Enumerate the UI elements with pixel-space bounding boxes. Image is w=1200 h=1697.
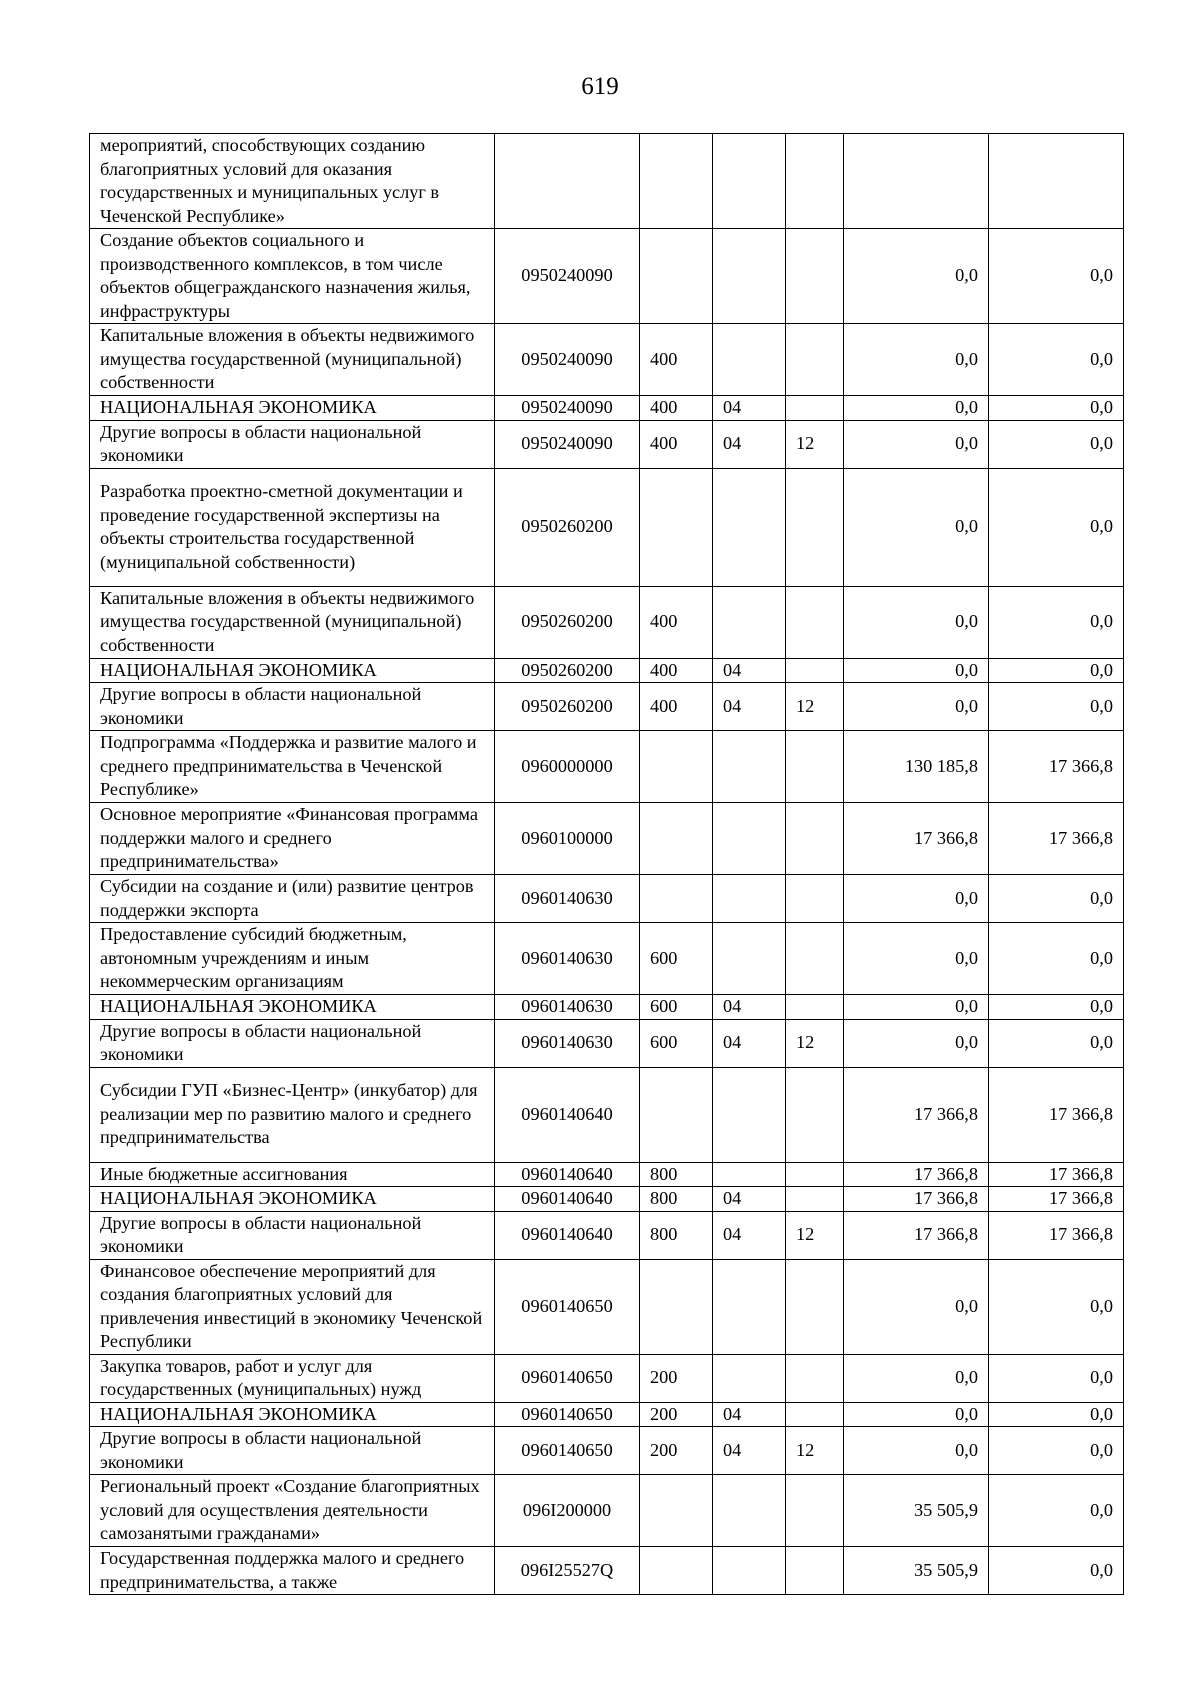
row-sum2-cell: 0,0 <box>989 468 1124 586</box>
row-sum2-cell: 0,0 <box>989 396 1124 421</box>
row-vr-cell: 400 <box>640 420 713 468</box>
row-pr-cell <box>786 1162 844 1187</box>
table-row <box>90 1187 1124 1212</box>
row-rz-cell <box>713 1475 786 1547</box>
row-rz-cell: 04 <box>713 1187 786 1212</box>
table-row <box>90 229 1124 324</box>
row-pr-cell <box>786 923 844 995</box>
row-csr-cell: 0960140630 <box>495 1019 640 1067</box>
table-row <box>90 875 1124 923</box>
row-vr-cell <box>640 875 713 923</box>
row-vr-cell <box>640 1475 713 1547</box>
row-sum2-cell: 17 366,8 <box>989 1067 1124 1162</box>
row-name-cell: Разработка проектно-сметной документации и проведение государственной экспертизы на объекты строительства государственной (муниципальной собственности) <box>90 468 495 586</box>
row-sum2-cell: 0,0 <box>989 1427 1124 1475</box>
row-rz-cell <box>713 324 786 396</box>
row-name-cell: НАЦИОНАЛЬНАЯ ЭКОНОМИКА <box>90 995 495 1020</box>
row-csr-cell: 0960140630 <box>495 995 640 1020</box>
row-vr-cell <box>640 1067 713 1162</box>
row-csr-cell: 0960140650 <box>495 1354 640 1402</box>
table-row <box>90 683 1124 731</box>
row-pr-cell: 12 <box>786 1427 844 1475</box>
row-pr-cell: 12 <box>786 1019 844 1067</box>
row-vr-cell: 400 <box>640 658 713 683</box>
row-sum2-cell: 0,0 <box>989 923 1124 995</box>
table-row <box>90 468 1124 586</box>
row-name-cell: Предоставление субсидий бюджетным, автономным учреждениям и иным некоммерческим организациям <box>90 923 495 995</box>
row-rz-cell: 04 <box>713 995 786 1020</box>
table-row <box>90 1354 1124 1402</box>
table-row <box>90 1259 1124 1354</box>
row-sum2-cell: 0,0 <box>989 1019 1124 1067</box>
row-sum2-cell: 0,0 <box>989 1547 1124 1595</box>
row-rz-cell <box>713 875 786 923</box>
table-row <box>90 1427 1124 1475</box>
row-sum1-cell: 0,0 <box>844 1427 989 1475</box>
row-sum2-cell: 17 366,8 <box>989 1211 1124 1259</box>
row-csr-cell: 0960140650 <box>495 1402 640 1427</box>
row-pr-cell <box>786 1402 844 1427</box>
table-row <box>90 1475 1124 1547</box>
row-vr-cell: 200 <box>640 1402 713 1427</box>
row-name-cell: Другие вопросы в области национальной экономики <box>90 1019 495 1067</box>
row-sum1-cell: 17 366,8 <box>844 1211 989 1259</box>
row-pr-cell: 12 <box>786 1211 844 1259</box>
row-csr-cell: 0960140650 <box>495 1427 640 1475</box>
row-pr-cell <box>786 468 844 586</box>
row-csr-cell: 0960000000 <box>495 731 640 803</box>
row-name-cell: Субсидии на создание и (или) развитие центров поддержки экспорта <box>90 875 495 923</box>
row-sum1-cell: 130 185,8 <box>844 731 989 803</box>
row-sum1-cell: 0,0 <box>844 396 989 421</box>
row-name-cell: Другие вопросы в области национальной экономики <box>90 683 495 731</box>
row-name-cell: НАЦИОНАЛЬНАЯ ЭКОНОМИКА <box>90 1187 495 1212</box>
row-rz-cell <box>713 134 786 229</box>
table-row <box>90 731 1124 803</box>
table-row <box>90 658 1124 683</box>
budget-table <box>89 133 1124 1595</box>
row-csr-cell: 0950240090 <box>495 229 640 324</box>
row-sum1-cell: 0,0 <box>844 324 989 396</box>
row-name-cell: Создание объектов социального и производственного комплексов, в том числе объектов общегражданского назначения жилья, инфраструктуры <box>90 229 495 324</box>
row-csr-cell: 0950260200 <box>495 658 640 683</box>
row-sum2-cell: 0,0 <box>989 586 1124 658</box>
row-vr-cell: 200 <box>640 1354 713 1402</box>
row-sum1-cell: 0,0 <box>844 1402 989 1427</box>
row-pr-cell <box>786 134 844 229</box>
row-pr-cell <box>786 1354 844 1402</box>
row-name-cell: Региональный проект «Создание благоприятных условий для осуществления деятельности самозанятыми гражданами» <box>90 1475 495 1547</box>
row-rz-cell <box>713 1354 786 1402</box>
row-rz-cell <box>713 1162 786 1187</box>
table-row <box>90 1402 1124 1427</box>
row-pr-cell <box>786 1067 844 1162</box>
row-name-cell: НАЦИОНАЛЬНАЯ ЭКОНОМИКА <box>90 396 495 421</box>
row-pr-cell <box>786 803 844 875</box>
table-row <box>90 420 1124 468</box>
row-csr-cell: 0950240090 <box>495 324 640 396</box>
row-pr-cell <box>786 324 844 396</box>
row-csr-cell: 0960140630 <box>495 875 640 923</box>
row-vr-cell: 800 <box>640 1187 713 1212</box>
row-name-cell: Субсидии ГУП «Бизнес-Центр» (инкубатор) для реализации мер по развитию малого и среднего предпринимательства <box>90 1067 495 1162</box>
row-name-cell: Капитальные вложения в объекты недвижимого имущества государственной (муниципальной) собственности <box>90 586 495 658</box>
row-sum2-cell: 0,0 <box>989 324 1124 396</box>
row-sum2-cell: 17 366,8 <box>989 1162 1124 1187</box>
table-row <box>90 396 1124 421</box>
row-sum1-cell: 0,0 <box>844 683 989 731</box>
row-vr-cell <box>640 229 713 324</box>
row-vr-cell: 600 <box>640 1019 713 1067</box>
row-vr-cell <box>640 803 713 875</box>
row-sum1-cell: 35 505,9 <box>844 1475 989 1547</box>
row-csr-cell: 096I25527Q <box>495 1547 640 1595</box>
row-sum2-cell: 0,0 <box>989 1402 1124 1427</box>
row-pr-cell <box>786 229 844 324</box>
table-row <box>90 803 1124 875</box>
table-row <box>90 134 1124 229</box>
row-rz-cell <box>713 731 786 803</box>
row-pr-cell <box>786 1259 844 1354</box>
row-sum2-cell <box>989 134 1124 229</box>
row-rz-cell <box>713 1547 786 1595</box>
row-rz-cell <box>713 229 786 324</box>
row-pr-cell <box>786 1187 844 1212</box>
row-pr-cell <box>786 1475 844 1547</box>
row-name-cell: НАЦИОНАЛЬНАЯ ЭКОНОМИКА <box>90 1402 495 1427</box>
row-sum2-cell: 17 366,8 <box>989 803 1124 875</box>
row-sum2-cell: 0,0 <box>989 658 1124 683</box>
table-row <box>90 923 1124 995</box>
row-vr-cell: 800 <box>640 1162 713 1187</box>
row-name-cell: Закупка товаров, работ и услуг для государственных (муниципальных) нужд <box>90 1354 495 1402</box>
row-vr-cell: 600 <box>640 923 713 995</box>
table-body <box>90 134 1124 1595</box>
row-sum2-cell: 0,0 <box>989 1259 1124 1354</box>
row-csr-cell: 0950240090 <box>495 396 640 421</box>
table-row <box>90 1019 1124 1067</box>
row-pr-cell <box>786 731 844 803</box>
row-name-cell: Государственная поддержка малого и среднего предпринимательства, а также <box>90 1547 495 1595</box>
row-csr-cell: 0950240090 <box>495 420 640 468</box>
row-csr-cell: 0960140640 <box>495 1211 640 1259</box>
row-name-cell: Основное мероприятие «Финансовая программа поддержки малого и среднего предпринимательства» <box>90 803 495 875</box>
row-name-cell: Капитальные вложения в объекты недвижимого имущества государственной (муниципальной) собственности <box>90 324 495 396</box>
row-rz-cell <box>713 803 786 875</box>
row-vr-cell: 400 <box>640 396 713 421</box>
row-name-cell: Другие вопросы в области национальной экономики <box>90 1211 495 1259</box>
row-rz-cell <box>713 1259 786 1354</box>
row-pr-cell <box>786 875 844 923</box>
row-sum1-cell: 0,0 <box>844 229 989 324</box>
table-row <box>90 1211 1124 1259</box>
row-sum2-cell: 0,0 <box>989 1475 1124 1547</box>
row-csr-cell: 0950260200 <box>495 586 640 658</box>
row-sum1-cell: 0,0 <box>844 420 989 468</box>
row-rz-cell <box>713 468 786 586</box>
row-name-cell: Иные бюджетные ассигнования <box>90 1162 495 1187</box>
row-name-cell: Другие вопросы в области национальной экономики <box>90 1427 495 1475</box>
row-sum2-cell: 0,0 <box>989 995 1124 1020</box>
row-sum1-cell: 0,0 <box>844 658 989 683</box>
row-rz-cell: 04 <box>713 1019 786 1067</box>
row-name-cell: НАЦИОНАЛЬНАЯ ЭКОНОМИКА <box>90 658 495 683</box>
row-csr-cell: 0960140650 <box>495 1259 640 1354</box>
row-name-cell: Подпрограмма «Поддержка и развитие малого и среднего предпринимательства в Чеченской Республике» <box>90 731 495 803</box>
row-pr-cell <box>786 586 844 658</box>
row-sum1-cell: 17 366,8 <box>844 803 989 875</box>
row-name-cell: Финансовое обеспечение мероприятий для создания благоприятных условий для привлечения инвестиций в экономику Чеченской Республики <box>90 1259 495 1354</box>
row-sum2-cell: 0,0 <box>989 875 1124 923</box>
row-pr-cell <box>786 1547 844 1595</box>
row-rz-cell: 04 <box>713 683 786 731</box>
table-row <box>90 1547 1124 1595</box>
row-sum1-cell: 17 366,8 <box>844 1187 989 1212</box>
row-pr-cell: 12 <box>786 683 844 731</box>
row-rz-cell: 04 <box>713 396 786 421</box>
row-csr-cell: 0950260200 <box>495 683 640 731</box>
row-sum1-cell <box>844 134 989 229</box>
row-sum2-cell: 0,0 <box>989 229 1124 324</box>
page-number: 619 <box>581 73 619 100</box>
row-vr-cell <box>640 731 713 803</box>
row-sum2-cell: 0,0 <box>989 1354 1124 1402</box>
row-vr-cell: 400 <box>640 586 713 658</box>
row-vr-cell: 400 <box>640 324 713 396</box>
row-name-cell: Другие вопросы в области национальной экономики <box>90 420 495 468</box>
row-vr-cell: 200 <box>640 1427 713 1475</box>
row-sum1-cell: 17 366,8 <box>844 1162 989 1187</box>
row-csr-cell: 0960140640 <box>495 1187 640 1212</box>
row-rz-cell: 04 <box>713 420 786 468</box>
row-sum1-cell: 0,0 <box>844 1354 989 1402</box>
row-rz-cell <box>713 1067 786 1162</box>
row-pr-cell <box>786 396 844 421</box>
row-sum1-cell: 0,0 <box>844 875 989 923</box>
row-csr-cell: 0950260200 <box>495 468 640 586</box>
row-csr-cell: 0960100000 <box>495 803 640 875</box>
row-sum1-cell: 17 366,8 <box>844 1067 989 1162</box>
row-sum1-cell: 0,0 <box>844 586 989 658</box>
table-row <box>90 324 1124 396</box>
row-sum1-cell: 35 505,9 <box>844 1547 989 1595</box>
row-sum1-cell: 0,0 <box>844 468 989 586</box>
row-vr-cell <box>640 134 713 229</box>
row-csr-cell <box>495 134 640 229</box>
row-vr-cell <box>640 468 713 586</box>
row-name-cell: мероприятий, способствующих созданию благоприятных условий для оказания государственных и муниципальных услуг в Чеченской Республике» <box>90 134 495 229</box>
row-rz-cell <box>713 586 786 658</box>
row-rz-cell: 04 <box>713 1211 786 1259</box>
row-rz-cell: 04 <box>713 658 786 683</box>
row-sum2-cell: 0,0 <box>989 683 1124 731</box>
row-sum1-cell: 0,0 <box>844 1259 989 1354</box>
table-row <box>90 995 1124 1020</box>
row-rz-cell <box>713 923 786 995</box>
row-pr-cell: 12 <box>786 420 844 468</box>
row-rz-cell: 04 <box>713 1402 786 1427</box>
row-sum1-cell: 0,0 <box>844 995 989 1020</box>
row-sum1-cell: 0,0 <box>844 923 989 995</box>
row-vr-cell: 400 <box>640 683 713 731</box>
row-vr-cell: 800 <box>640 1211 713 1259</box>
table-row <box>90 1067 1124 1162</box>
row-sum2-cell: 17 366,8 <box>989 731 1124 803</box>
row-rz-cell: 04 <box>713 1427 786 1475</box>
row-vr-cell: 600 <box>640 995 713 1020</box>
row-vr-cell <box>640 1259 713 1354</box>
table-row <box>90 1162 1124 1187</box>
row-sum2-cell: 0,0 <box>989 420 1124 468</box>
row-sum1-cell: 0,0 <box>844 1019 989 1067</box>
row-csr-cell: 0960140640 <box>495 1067 640 1162</box>
row-csr-cell: 096I200000 <box>495 1475 640 1547</box>
row-csr-cell: 0960140640 <box>495 1162 640 1187</box>
table-row <box>90 586 1124 658</box>
row-pr-cell <box>786 995 844 1020</box>
row-csr-cell: 0960140630 <box>495 923 640 995</box>
row-sum2-cell: 17 366,8 <box>989 1187 1124 1212</box>
row-vr-cell <box>640 1547 713 1595</box>
row-pr-cell <box>786 658 844 683</box>
